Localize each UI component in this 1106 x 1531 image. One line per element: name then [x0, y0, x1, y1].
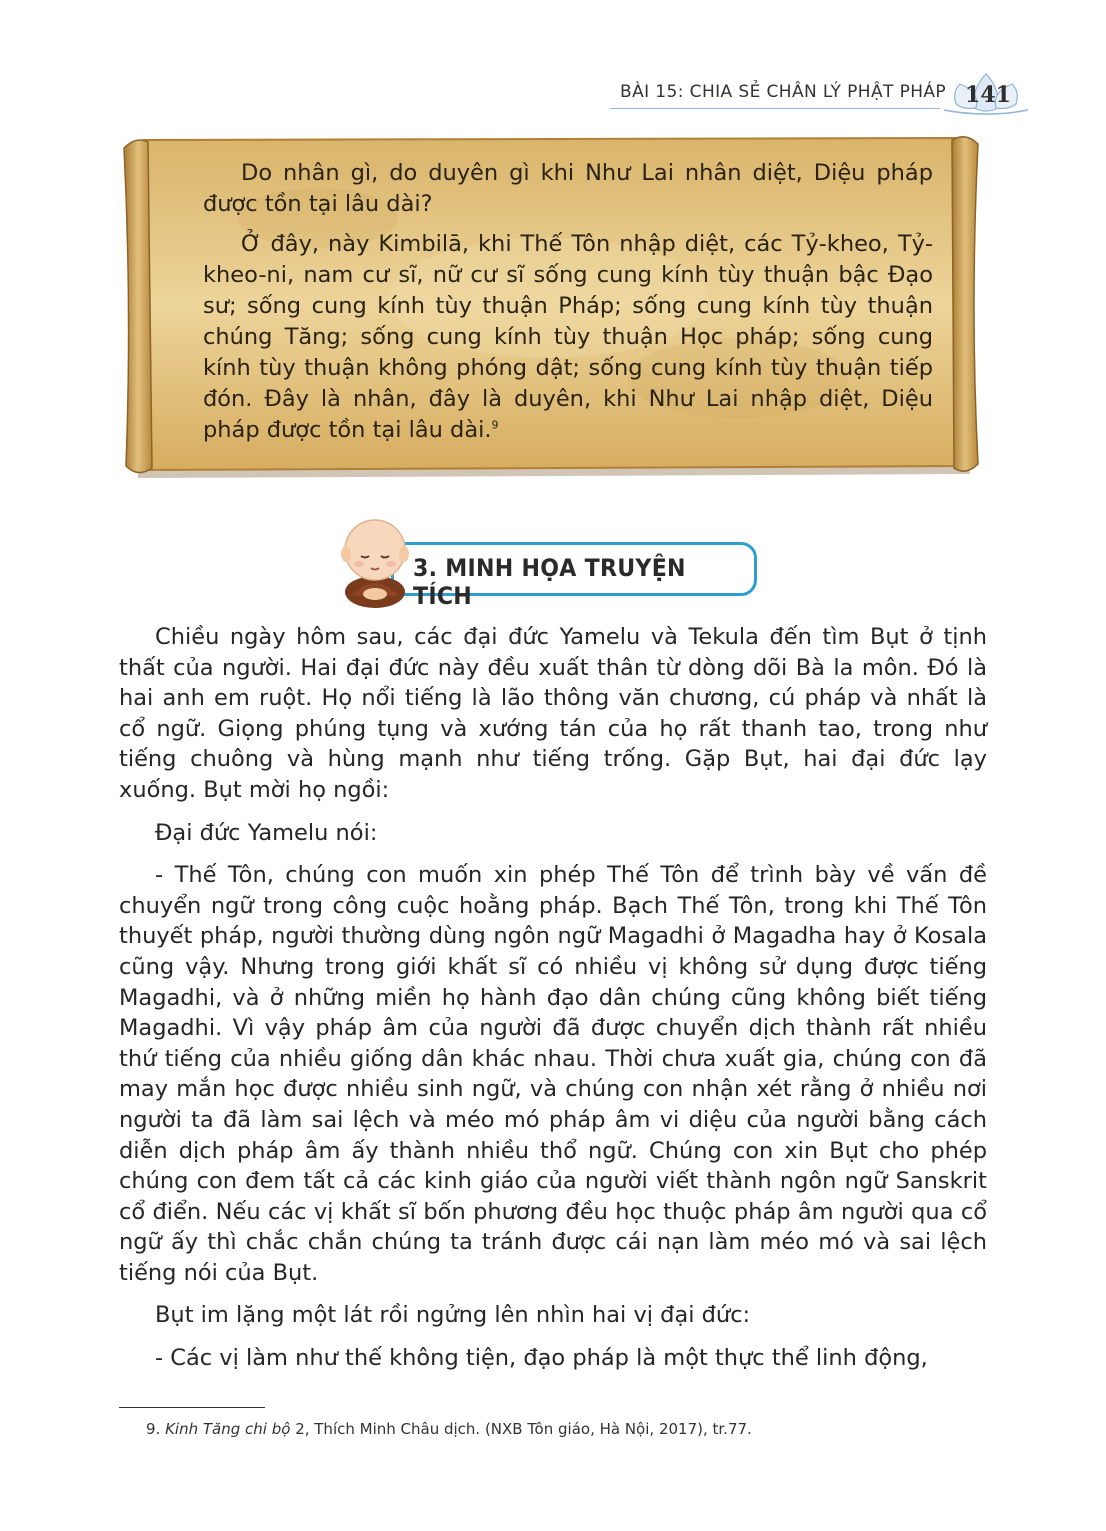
page-header — [0, 70, 1106, 120]
monk-icon — [337, 510, 413, 610]
scroll-quote-panel — [118, 128, 984, 488]
story-body — [119, 622, 987, 1386]
chapter-title: BÀI 15: CHIA SẺ CHÂN LÝ PHẬT PHÁP — [620, 82, 947, 102]
story-paragraph: - Các vị làm như thế không tiện, đạo pháp là một thực thể linh động, — [155, 1345, 928, 1372]
story-paragraph: Đại đức Yamelu nói: — [155, 819, 378, 846]
footnote — [146, 1420, 966, 1438]
story-paragraph: Chiều ngày hôm sau, các đại đức Yamelu và Tekula đến tìm Bụt ở tịnh thất của người. Hai đại đức này đều xuất thân từ dòng dõi Bà la môn. Đó là hai anh em ruột. Họ nổi tiếng là lão thông văn chương, cú pháp và nhất là cổ ngữ. Giọng phúng tụng và xướng tán của họ rất thanh tao, trong như tiếng chuông và hùng mạnh như tiếng trống. Gặp Bụt, hai đại đức lạy xuống. Bụt mời họ ngồi: — [119, 624, 987, 803]
story-paragraph: Bụt im lặng một lát rồi ngửng lên nhìn hai vị đại đức: — [155, 1302, 751, 1329]
story-paragraph: - Thế Tôn, chúng con muốn xin phép Thế Tôn để trình bày về vấn đề chuyển ngữ trong công cuộc hoằng pháp. Bạch Thế Tôn, trong khi Thế Tôn thuyết pháp, người thường dùng ngôn ngữ Magadhi ở Magadha hay ở Kosala cũng vậy. Nhưng trong giới khất sĩ có nhiều vị không sử dụng được tiếng Magadhi, và ở những miền họ hành đạo dân chúng cũng không biết tiếng Magadhi. Vì vậy pháp âm của người đã được chuyển dịch thành rất nhiều thứ tiếng của nhiều giống dân khác nhau. Thời chưa xuất gia, chúng con đã may mắn học được nhiều sinh ngữ, và chúng con nhận xét rằng ở nhiều nơi người ta đã làm sai lệch và méo mó pháp âm vi diệu của người bằng cách diễn dịch pháp âm ấy thành nhiều thổ ngữ. Chúng con xin Bụt cho phép chúng con đem tất cả các kinh giáo của người viết thành ngôn ngữ Sanskrit cổ điển. Nếu các vị khất sĩ bốn phương đều học thuộc pháp âm người qua cổ ngữ ấy thì chắc chắn chúng ta tránh được cái nạn làm méo mó và sai lệch tiếng nói của Bụt. — [119, 862, 987, 1286]
footnote-title: Kinh Tăng chi bộ — [165, 1420, 291, 1438]
section-header — [337, 510, 767, 610]
page-number: 141 — [965, 82, 1011, 108]
scroll-paragraph-2 — [203, 229, 933, 446]
scroll-paragraph-2-text: Ở đây, này Kimbilā, khi Thế Tôn nhập diệt, các Tỷ-kheo, Tỷ-kheo-ni, nam cư sĩ, nữ cư sĩ sống cung kính tùy thuận bậc Đạo sư; sống cung kính tùy thuận Pháp; sống cung kính tùy thuận chúng Tăng; sống cung kính tùy thuận Học pháp; sống cung kính tùy thuận không phóng dật; sống cung kính tùy thuận tiếp đón. Đây là nhân, đây là duyên, khi Như Lai nhập diệt, Diệu pháp được tồn tại lâu dài. — [203, 231, 933, 443]
footnote-number: 9. — [146, 1420, 166, 1438]
footnote-citation: 2, Thích Minh Châu dịch. (NXB Tôn giáo, Hà Nội, 2017), tr.77. — [290, 1420, 752, 1438]
scroll-paragraph-1: Do nhân gì, do duyên gì khi Như Lai nhân diệt, Diệu pháp được tồn tại lâu dài? — [203, 160, 933, 217]
section-title: 3. MINH HỌA TRUYỆN TÍCH — [413, 554, 686, 610]
footnote-reference: 9 — [491, 418, 499, 432]
footnote-rule — [119, 1407, 265, 1408]
scroll-text — [203, 158, 933, 455]
header-rule — [610, 108, 940, 109]
